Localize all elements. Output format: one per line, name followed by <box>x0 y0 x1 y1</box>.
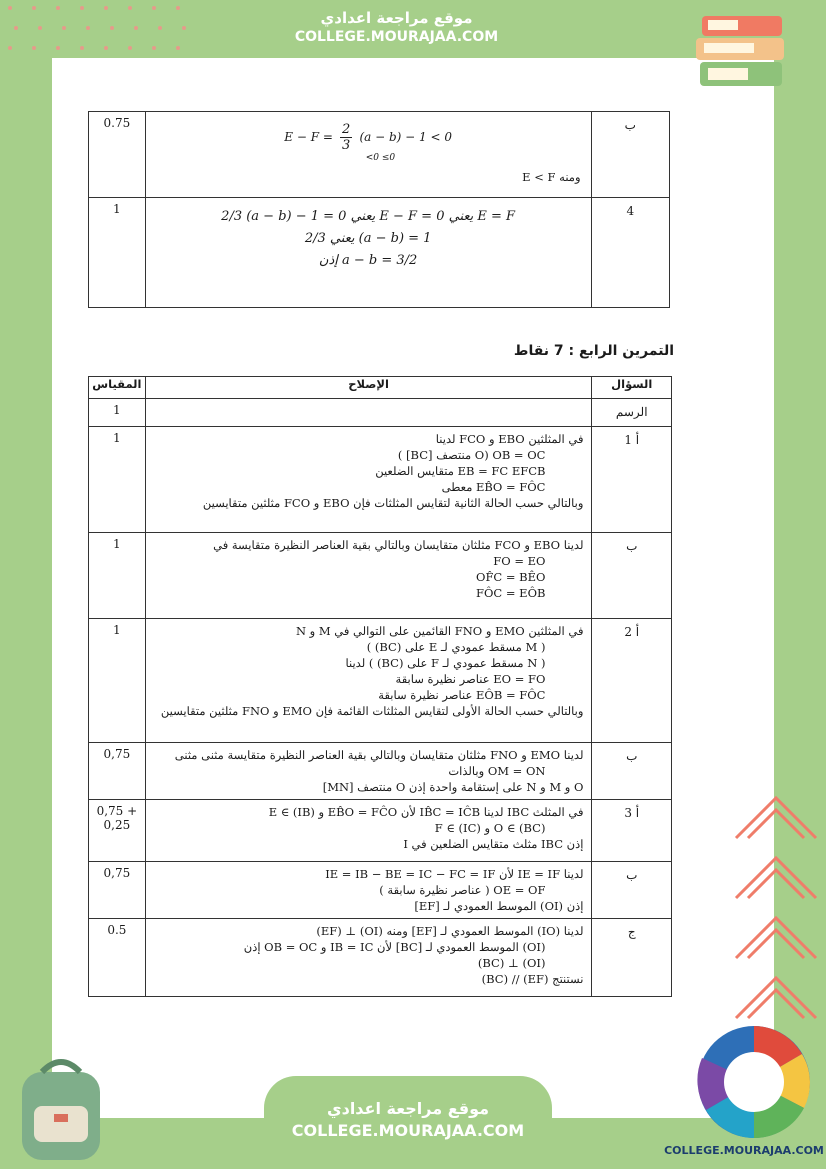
dot <box>32 46 36 50</box>
correction-line: (OI) ⊥ (BC) <box>477 956 546 970</box>
top-correction-table <box>88 111 670 308</box>
correction-line: OF̂C = BÊO <box>476 570 546 584</box>
correction-cell <box>145 533 592 619</box>
score-cell: 1 <box>89 198 146 308</box>
dot <box>8 46 12 50</box>
under-note: <0 ≤0 <box>365 153 396 163</box>
correction-line: (OI) الموسط العمودي لـ [BC] لأن IB = IC و OB = OC إذن <box>243 940 546 954</box>
math-line: 2/3 (a − b) − 1 = 0 يعني E − F = 0 يعني E = F <box>221 209 516 224</box>
score-cell: 1 <box>89 619 146 743</box>
table-row <box>89 112 670 198</box>
table-row <box>89 619 672 743</box>
footer-title-en: COLLEGE.MOURAJAA.COM <box>291 1121 525 1140</box>
score-cell: 0.75 <box>89 112 146 198</box>
question-cell: ب <box>591 112 669 198</box>
dot <box>104 6 108 10</box>
correction-line: في المثلثين EMO و FNO القائمين على التوالي في M و N <box>295 624 584 638</box>
dot <box>32 6 36 10</box>
footer-banner[interactable] <box>264 1076 552 1169</box>
correction-cell <box>145 399 592 427</box>
correction-line: في المثلثين EBO و FCO لدينا <box>435 432 584 446</box>
backpack-icon <box>8 1050 118 1165</box>
exercise-title: التمرين الرابع : 7 نقاط <box>513 343 674 359</box>
conclusion-line: ومنه E < F <box>522 170 581 184</box>
table-row <box>89 862 672 919</box>
score-cell: 1 <box>89 427 146 533</box>
score-cell: 0,75 + 0,25 <box>89 800 146 862</box>
correction-cell <box>145 427 592 533</box>
question-cell: 2 أ <box>592 619 672 743</box>
correction-cell <box>145 619 592 743</box>
dot <box>176 6 180 10</box>
dot <box>104 46 108 50</box>
dot <box>38 26 42 30</box>
footer-title-ar: موقع مراجعة اعدادي <box>326 1099 490 1118</box>
header-correction: الإصلاح <box>145 377 592 399</box>
correction-line: ( N مسقط عمودي لـ F على (BC) ) لدينا <box>345 656 546 670</box>
correction-line: لدينا (IO) الموسط العمودي لـ [EF] ومنه (OI) ⊥ (EF) <box>316 924 584 938</box>
correction-line: OE = OF ( عناصر نظيرة سابقة ) <box>379 883 546 897</box>
dot <box>14 26 18 30</box>
correction-line: وبالتالي حسب الحالة الثانية لتقايس المثلثات فإن EBO و FCO مثلثين متقايسين <box>202 496 584 510</box>
correction-line: O و M و N على إستقامة واحدة إذن O منتصف [MN] <box>322 780 584 794</box>
table-row <box>89 427 672 533</box>
dot <box>134 26 138 30</box>
question-cell: 1 أ <box>592 427 672 533</box>
math-line: إذن a − b = 3/2 <box>318 253 418 268</box>
dot <box>152 46 156 50</box>
correction-line: OB = OC (O منتصف [BC] ) <box>397 448 546 462</box>
score-cell: 0,75 <box>89 743 146 800</box>
correction-line: وبالتالي حسب الحالة الأولى لتقايس المثلثات القائمة فإن EMO و FNO مثلثين متقايسين <box>160 704 584 718</box>
question-cell: 3 أ <box>592 800 672 862</box>
correction-line: EB = FC EFCB متقايس الضلعين <box>375 464 546 478</box>
dot <box>110 26 114 30</box>
education-wheel-logo <box>694 1022 814 1142</box>
dot <box>152 6 156 10</box>
dot <box>176 46 180 50</box>
header-title-en: COLLEGE.MOURAJAA.COM <box>294 29 499 45</box>
score-cell: 1 <box>89 533 146 619</box>
correction-line: في المثلث IBC لدينا IB̂C = IĈB لأن EB̂O = FĈO و E ∈ (IB) <box>268 805 584 819</box>
dot <box>80 6 84 10</box>
math-line: E − F = $\frac{2}{3}$ (a − b) − 1 < 0 <box>284 122 452 153</box>
correction-line: EO = FO عناصر نظيرة سابقة <box>395 672 546 686</box>
correction-line: OM = ON وبالذات <box>448 764 546 778</box>
question-cell: الرسم <box>592 399 672 427</box>
table-header-row <box>89 377 672 399</box>
correction-line: FÔC = EÔB <box>476 586 546 600</box>
fraction: $\frac{2}{3}$ <box>342 122 351 153</box>
table-row <box>89 743 672 800</box>
correction-cell <box>145 743 592 800</box>
correction-cell <box>145 862 592 919</box>
question-cell: ب <box>592 862 672 919</box>
dot <box>8 6 12 10</box>
question-cell: ب <box>592 533 672 619</box>
dot <box>80 46 84 50</box>
correction-cell <box>145 919 592 997</box>
dot <box>86 26 90 30</box>
dot <box>182 26 186 30</box>
correction-line: O ∈ (BC) و F ∈ (IC) <box>434 821 546 835</box>
correction-line: EÔB = FÔC عناصر نظيرة سابقة <box>378 688 546 702</box>
header-score: المقياس <box>89 377 146 399</box>
table-row <box>89 533 672 619</box>
math-line: يعني 2/3 (a − b) = 1 <box>304 231 432 246</box>
books-icon <box>692 10 792 95</box>
correction-table <box>88 376 672 997</box>
dot <box>56 6 60 10</box>
chevrons-icon <box>730 790 822 1040</box>
question-cell: 4 <box>591 198 669 308</box>
correction-cell <box>145 112 591 198</box>
correction-line: لدينا IE = IF لأن IE = IB − BE = IC − FC = IF <box>325 867 584 881</box>
dot <box>56 46 60 50</box>
header-banner[interactable] <box>265 0 528 58</box>
header-question: السؤال <box>592 377 672 399</box>
correction-cell <box>145 198 591 308</box>
correction-line: إذن (OI) الموسط العمودي لـ [EF] <box>414 899 584 913</box>
score-cell: 1 <box>89 399 146 427</box>
correction-line: إذن IBC مثلث متقايس الضلعين في I <box>403 837 584 851</box>
table-row <box>89 399 672 427</box>
correction-line: EB̂O = FÔC معطى <box>441 480 546 494</box>
correction-line: نستنتج (EF) // (BC) <box>481 972 584 986</box>
table-row <box>89 919 672 997</box>
dot <box>128 6 132 10</box>
question-cell: ب <box>592 743 672 800</box>
dot <box>62 26 66 30</box>
correction-line: FO = EO <box>493 554 546 568</box>
decorative-dots <box>0 0 200 60</box>
table-row <box>89 198 670 308</box>
correction-line: لدينا EBO و FCO مثلثان متقايسان وبالتالي بقية العناصر النظيرة متقايسة في <box>213 538 584 552</box>
correction-cell <box>145 800 592 862</box>
question-cell: ج <box>592 919 672 997</box>
correction-line: ( M مسقط عمودي لـ E على (BC) ) <box>366 640 546 654</box>
score-cell: 0,75 <box>89 862 146 919</box>
dot <box>158 26 162 30</box>
brand-logo-text: COLLEGE.MOURAJAA.COM <box>664 1144 824 1157</box>
dot <box>128 46 132 50</box>
correction-line: لدينا EMO و FNO مثلثان متقايسان وبالتالي بقية العناصر النظيرة متقايسة مثنى مثنى <box>174 748 584 762</box>
header-title-ar: موقع مراجعة اعدادي <box>320 9 473 27</box>
table-row <box>89 800 672 862</box>
score-cell: 0.5 <box>89 919 146 997</box>
